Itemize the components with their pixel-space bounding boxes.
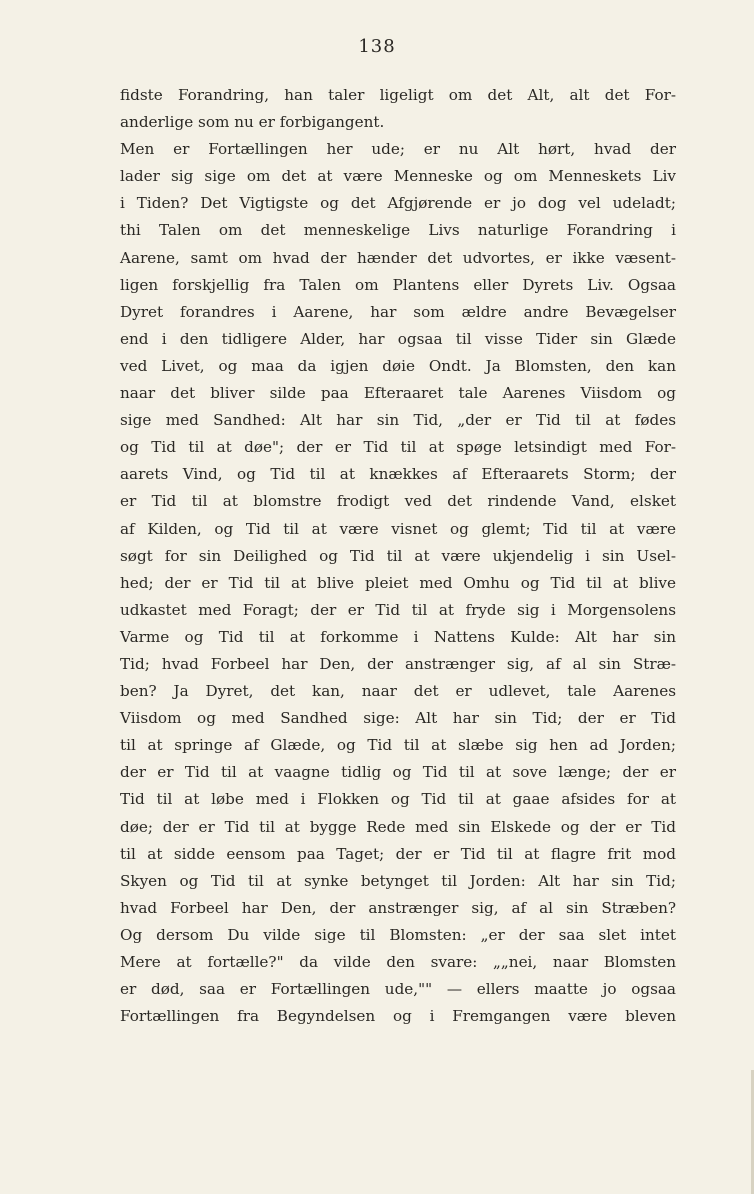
text-line: sige med Sandhed: Alt har sin Tid, „der er Tid til at fødes bbox=[120, 411, 676, 430]
text-line: Varme og Tid til at forkomme i Nattens Kulde: Alt har sin bbox=[120, 627, 676, 646]
text-line: ben? Ja Dyret, det kan, naar det er udlevet, tale Aarenes bbox=[120, 682, 676, 701]
text-line: Fortællingen fra Begyndelsen og i Fremgangen være bleven bbox=[120, 1007, 676, 1026]
text-line: anderlige som nu er forbigangent. bbox=[120, 113, 385, 132]
text-line: søgt for sin Deilighed og Tid til at være ukjendelig i sin Usel- bbox=[120, 546, 676, 565]
text-line: til at sidde eensom paa Taget; der er Tid til at flagre frit mod bbox=[120, 844, 676, 863]
text-line: hvad Forbeel har Den, der anstrænger sig, af al sin Stræben? bbox=[120, 898, 676, 917]
text-line: til at springe af Glæde, og Tid til at slæbe sig hen ad Jorden; bbox=[120, 736, 676, 755]
text-line: Men er Fortællingen her ude; er nu Alt hørt, hvad der bbox=[120, 140, 676, 159]
text-line: Viisdom og med Sandhed sige: Alt har sin Tid; der er Tid bbox=[120, 709, 676, 728]
text-line: aarets Vind, og Tid til at knækkes af Efteraarets Storm; der bbox=[120, 465, 676, 484]
text-line: naar det bliver silde paa Efteraaret tale Aarenes Viisdom og bbox=[120, 384, 676, 403]
text-line: og Tid til at døe"; der er Tid til at spøge letsindigt med For- bbox=[120, 438, 676, 457]
text-line: Tid til at løbe med i Flokken og Tid til at gaae afsides for at bbox=[120, 790, 676, 809]
text-line: Dyret forandres i Aarene, har som ældre andre Bevægelser bbox=[120, 302, 676, 321]
text-line: Skyen og Tid til at synke betynget til Jorden: Alt har sin Tid; bbox=[120, 871, 676, 890]
text-line: Aarene, samt om hvad der hænder det udvortes, er ikke væsent- bbox=[120, 248, 676, 267]
body-text bbox=[120, 82, 676, 1030]
text-line: thi Talen om det menneskelige Livs naturlige Forandring i bbox=[120, 221, 676, 240]
text-line: af Kilden, og Tid til at være visnet og glemt; Tid til at være bbox=[120, 519, 676, 538]
page-number: 138 bbox=[358, 36, 396, 57]
text-line: Og dersom Du vilde sige til Blomsten: „er der saa slet intet bbox=[120, 925, 676, 944]
text-line: der er Tid til at vaagne tidlig og Tid til at sove længe; der er bbox=[120, 763, 676, 782]
text-line: lader sig sige om det at være Menneske og om Menneskets Liv bbox=[120, 167, 676, 186]
text-line: udkastet med Foragt; der er Tid til at frydе sig i Morgensolens bbox=[120, 600, 676, 619]
text-line: Tid; hvad Forbeel har Den, der anstrænger sig, af al sin Stræ- bbox=[120, 654, 676, 673]
text-line: ved Livet, og maa da igjen døie Ondt. Ja Blomsten, den kan bbox=[120, 356, 676, 375]
text-line: i Tiden? Det Vigtigste og det Afgjørende er jo dog vel udeladt; bbox=[120, 194, 676, 213]
text-line: døe; der er Tid til at bygge Rede med sin Elskede og der er Tid bbox=[120, 817, 676, 836]
text-line: hed; der er Tid til at blive pleiet med Omhu og Tid til at blive bbox=[120, 573, 676, 592]
text-line: er død, saa er Fortællingen ude,"" — ellers maatte jo ogsaa bbox=[120, 980, 676, 999]
text-line: er Tid til at blomstre frodigt ved det rindende Vand, elsket bbox=[120, 492, 676, 511]
text-line: fidste Forandring, han taler ligeligt om det Alt, alt det For- bbox=[120, 86, 676, 104]
text-line: end i den tidligere Alder, har ogsaa til visse Tider sin Glæde bbox=[120, 329, 676, 348]
text-line: ligen forskjellig fra Talen om Plantens eller Dyrets Liv. Ogsaa bbox=[120, 275, 676, 294]
text-line: Mere at fortælle?" da vilde den svare: „„nei, naar Blomsten bbox=[120, 953, 676, 971]
